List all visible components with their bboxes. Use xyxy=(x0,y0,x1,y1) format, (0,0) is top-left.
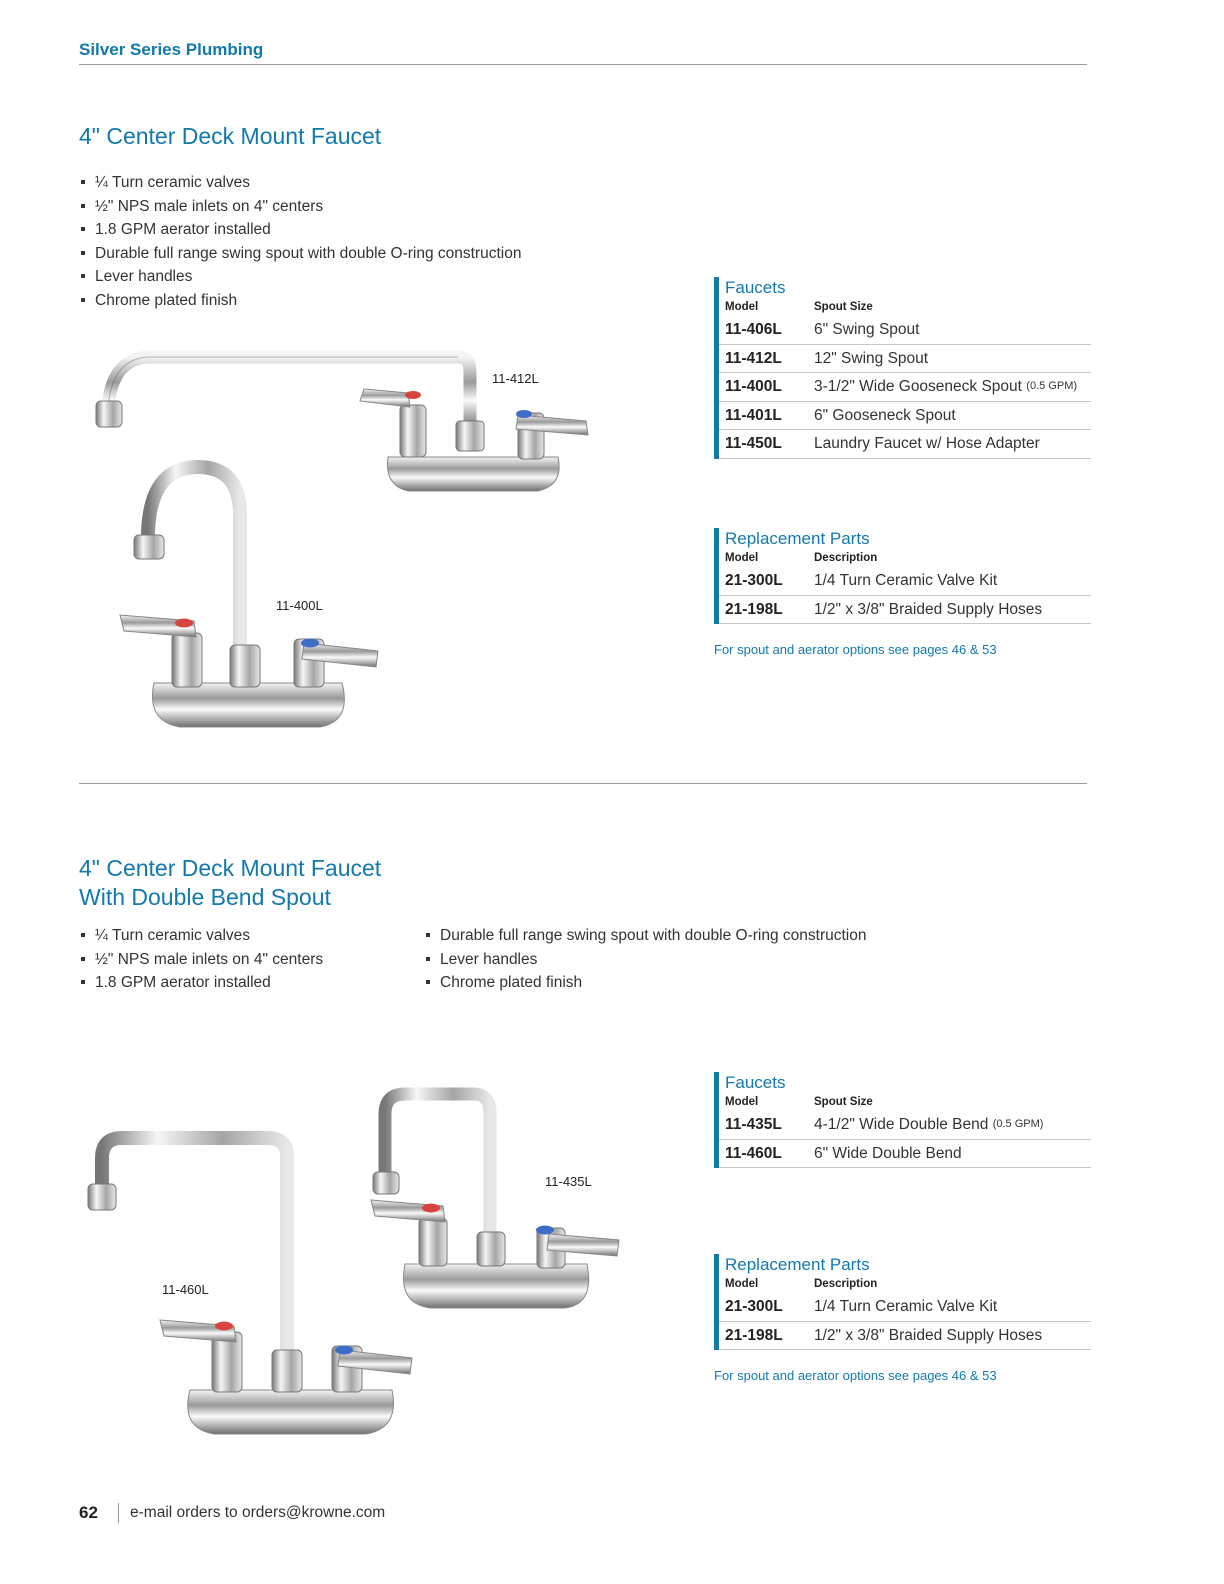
header-rule xyxy=(79,64,1087,65)
section2-feature-list-right xyxy=(424,924,924,995)
table-row xyxy=(719,373,1091,402)
description-cell: 1/2" x 3/8" Braided Supply Hoses xyxy=(814,600,1043,618)
section-divider xyxy=(79,783,1087,784)
footer-email-text: e-mail orders to orders@krowne.com xyxy=(130,1504,386,1521)
feature-item: Chrome plated finish xyxy=(424,971,924,995)
flow-note: (0.5 GPM) xyxy=(1026,380,1078,392)
column-header: Description xyxy=(814,1278,878,1290)
column-header: Model xyxy=(725,1278,759,1290)
replacement-parts-table xyxy=(714,1254,1091,1350)
feature-item: Durable full range swing spout with double O-ring construction xyxy=(79,242,639,266)
description-cell: 1/4 Turn Ceramic Valve Kit xyxy=(814,1298,998,1315)
model-cell: 21-300L xyxy=(725,572,783,589)
section2-title xyxy=(79,854,381,912)
description-cell: 6" Wide Double Bend xyxy=(814,1144,962,1162)
table-header xyxy=(719,1276,1091,1293)
column-header: Spout Size xyxy=(814,1096,873,1108)
model-cell: 11-460L xyxy=(725,1144,782,1162)
model-cell: 21-300L xyxy=(725,1298,783,1315)
column-header: Model xyxy=(725,552,759,564)
feature-item: 1.8 GPM aerator installed xyxy=(79,218,639,242)
page-number: 62 xyxy=(79,1503,98,1522)
feature-item: Lever handles xyxy=(424,948,924,972)
feature-item: ½" NPS male inlets on 4" centers xyxy=(79,948,409,972)
column-header: Description xyxy=(814,552,878,564)
faucet-11-400l-image xyxy=(110,455,390,735)
footer-divider xyxy=(118,1503,119,1523)
options-note: For spout and aerator options see pages 46 & 53 xyxy=(714,642,997,657)
description-cell: 6" Swing Spout xyxy=(814,321,920,338)
column-header: Model xyxy=(725,1096,759,1108)
table-row xyxy=(719,567,1091,596)
table-header xyxy=(719,1094,1091,1111)
feature-item: Durable full range swing spout with double O-ring construction xyxy=(424,924,924,948)
description-cell: 4-1/2" Wide Double Bend xyxy=(814,1116,989,1133)
table-row xyxy=(719,1293,1091,1322)
callout-label: 11-400L xyxy=(276,598,323,613)
feature-item: ½" NPS male inlets on 4" centers xyxy=(79,195,639,219)
model-cell: 11-401L xyxy=(725,406,782,424)
faucet-11-460l-image xyxy=(82,1128,417,1443)
feature-item: 1.8 GPM aerator installed xyxy=(79,971,409,995)
section2-title-line2: With Double Bend Spout xyxy=(79,884,331,910)
callout-label: 11-412L xyxy=(492,371,539,386)
faucets-table xyxy=(714,1072,1091,1168)
description-cell: 1/4 Turn Ceramic Valve Kit xyxy=(814,572,998,589)
model-cell: 21-198L xyxy=(725,600,783,618)
description-cell: 1/2" x 3/8" Braided Supply Hoses xyxy=(814,1326,1043,1344)
description-cell: 12" Swing Spout xyxy=(814,349,929,367)
column-header: Spout Size xyxy=(814,301,873,313)
faucets-table xyxy=(714,277,1091,459)
table-header xyxy=(719,550,1091,567)
section2-feature-list-left xyxy=(79,924,409,995)
model-cell: 11-406L xyxy=(725,321,782,338)
table-row xyxy=(719,596,1091,625)
description-cell: 6" Gooseneck Spout xyxy=(814,406,956,424)
table-row xyxy=(719,316,1091,345)
feature-item: Chrome plated finish xyxy=(79,289,639,313)
feature-item: ¼ Turn ceramic valves xyxy=(79,171,639,195)
flow-note: (0.5 GPM) xyxy=(992,1118,1044,1130)
table-row xyxy=(719,345,1091,374)
description-cell: 3-1/2" Wide Gooseneck Spout xyxy=(814,378,1022,395)
page-header-title: Silver Series Plumbing xyxy=(79,40,264,59)
feature-item: ¼ Turn ceramic valves xyxy=(79,924,409,948)
feature-item: Lever handles xyxy=(79,265,639,289)
table-row xyxy=(719,1322,1091,1351)
section2-title-line1: 4" Center Deck Mount Faucet xyxy=(79,855,382,881)
table-header xyxy=(719,299,1091,316)
model-cell: 11-412L xyxy=(725,349,782,367)
description-cell: Laundry Faucet w/ Hose Adapter xyxy=(814,435,1040,452)
model-cell: 21-198L xyxy=(725,1326,783,1344)
model-cell: 11-400L xyxy=(725,378,782,395)
model-cell: 11-450L xyxy=(725,435,782,452)
callout-label: 11-435L xyxy=(545,1174,592,1189)
table-title: Replacement Parts xyxy=(725,1255,870,1274)
table-title: Replacement Parts xyxy=(725,529,870,548)
callout-label: 11-460L xyxy=(162,1282,209,1297)
model-cell: 11-435L xyxy=(725,1116,782,1133)
table-row xyxy=(719,1111,1091,1140)
options-note: For spout and aerator options see pages 46 & 53 xyxy=(714,1368,997,1383)
table-row xyxy=(719,1140,1091,1169)
column-header: Model xyxy=(725,301,759,313)
table-row xyxy=(719,402,1091,431)
replacement-parts-table xyxy=(714,528,1091,624)
table-row xyxy=(719,430,1091,459)
table-title: Faucets xyxy=(725,1073,786,1092)
section1-title: 4" Center Deck Mount Faucet xyxy=(79,123,382,149)
table-title: Faucets xyxy=(725,278,786,297)
section1-feature-list xyxy=(79,171,639,312)
